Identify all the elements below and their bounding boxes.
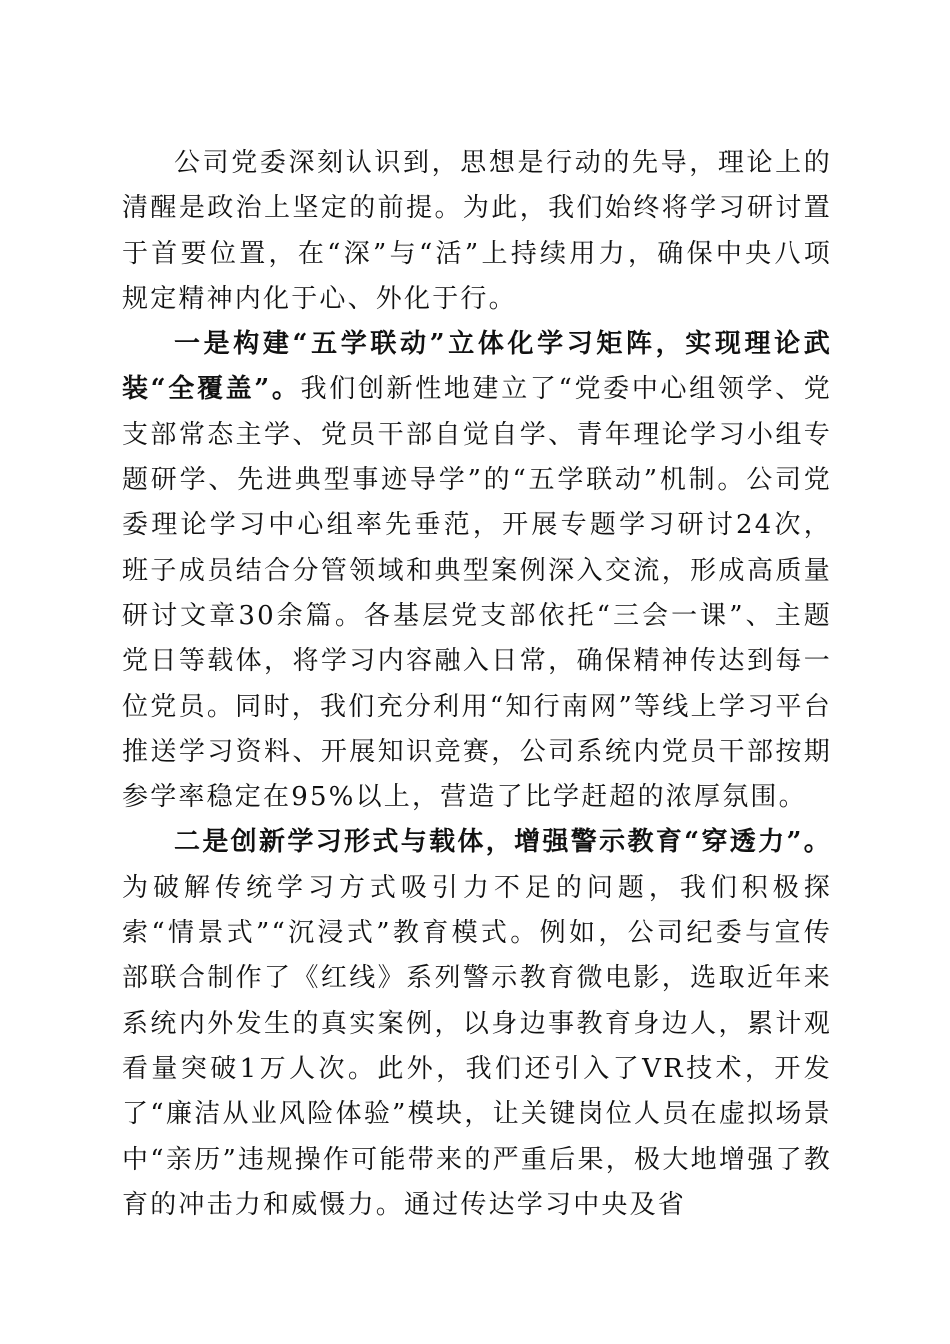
paragraph-intro	[122, 141, 832, 322]
paragraph-point-one	[122, 322, 832, 820]
point-two-text: 为破解传统学习方式吸引力不足的问题，我们积极探索“情景式”“沉浸式”教育模式。例如，公司纪委与宣传部联合制作了《红线》系列警示教育微电影，选取近年来系统内外发生的真实案例，以身边事教育身边人，累计观看量突破1万人次。此外，我们还引入了VR技术，开发了“廉洁从业风险体验”模块，让关键岗位人员在虚拟场景中“亲历”违规操作可能带来的严重后果，极大地增强了教育的冲击力和威慑力。通过传达学习中央及省	[122, 872, 832, 1220]
point-one-heading: 一是构建“五学联动”立体化学习矩阵，实现理论武装“全覆盖”。	[122, 329, 832, 405]
point-two-heading: 二是创新学习形式与载体，增强警示教育“穿透力”。	[174, 827, 832, 858]
document-body	[122, 141, 832, 1228]
paragraph-point-two	[122, 820, 832, 1228]
paragraph-intro-text: 公司党委深刻认识到，思想是行动的先导，理论上的清醒是政治上坚定的前提。为此，我们始终将学习研讨置于首要位置，在“深”与“活”上持续用力，确保中央八项规定精神内化于心、外化于行。	[122, 148, 832, 314]
point-one-text: 我们创新性地建立了“党委中心组领学、党支部常态主学、党员干部自觉自学、青年理论学习小组专题研学、先进典型事迹导学”的“五学联动”机制。公司党委理论学习中心组率先垂范，开展专题学习研讨24次，班子成员结合分管领域和典型案例深入交流，形成高质量研讨文章30余篇。各基层党支部依托“三会一课”、主题党日等载体，将学习内容融入日常，确保精神传达到每一位党员。同时，我们充分利用“知行南网”等线上学习平台推送学习资料、开展知识竞赛，公司系统内党员干部按期参学率稳定在95%以上，营造了比学赶超的浓厚氛围。	[122, 374, 833, 813]
